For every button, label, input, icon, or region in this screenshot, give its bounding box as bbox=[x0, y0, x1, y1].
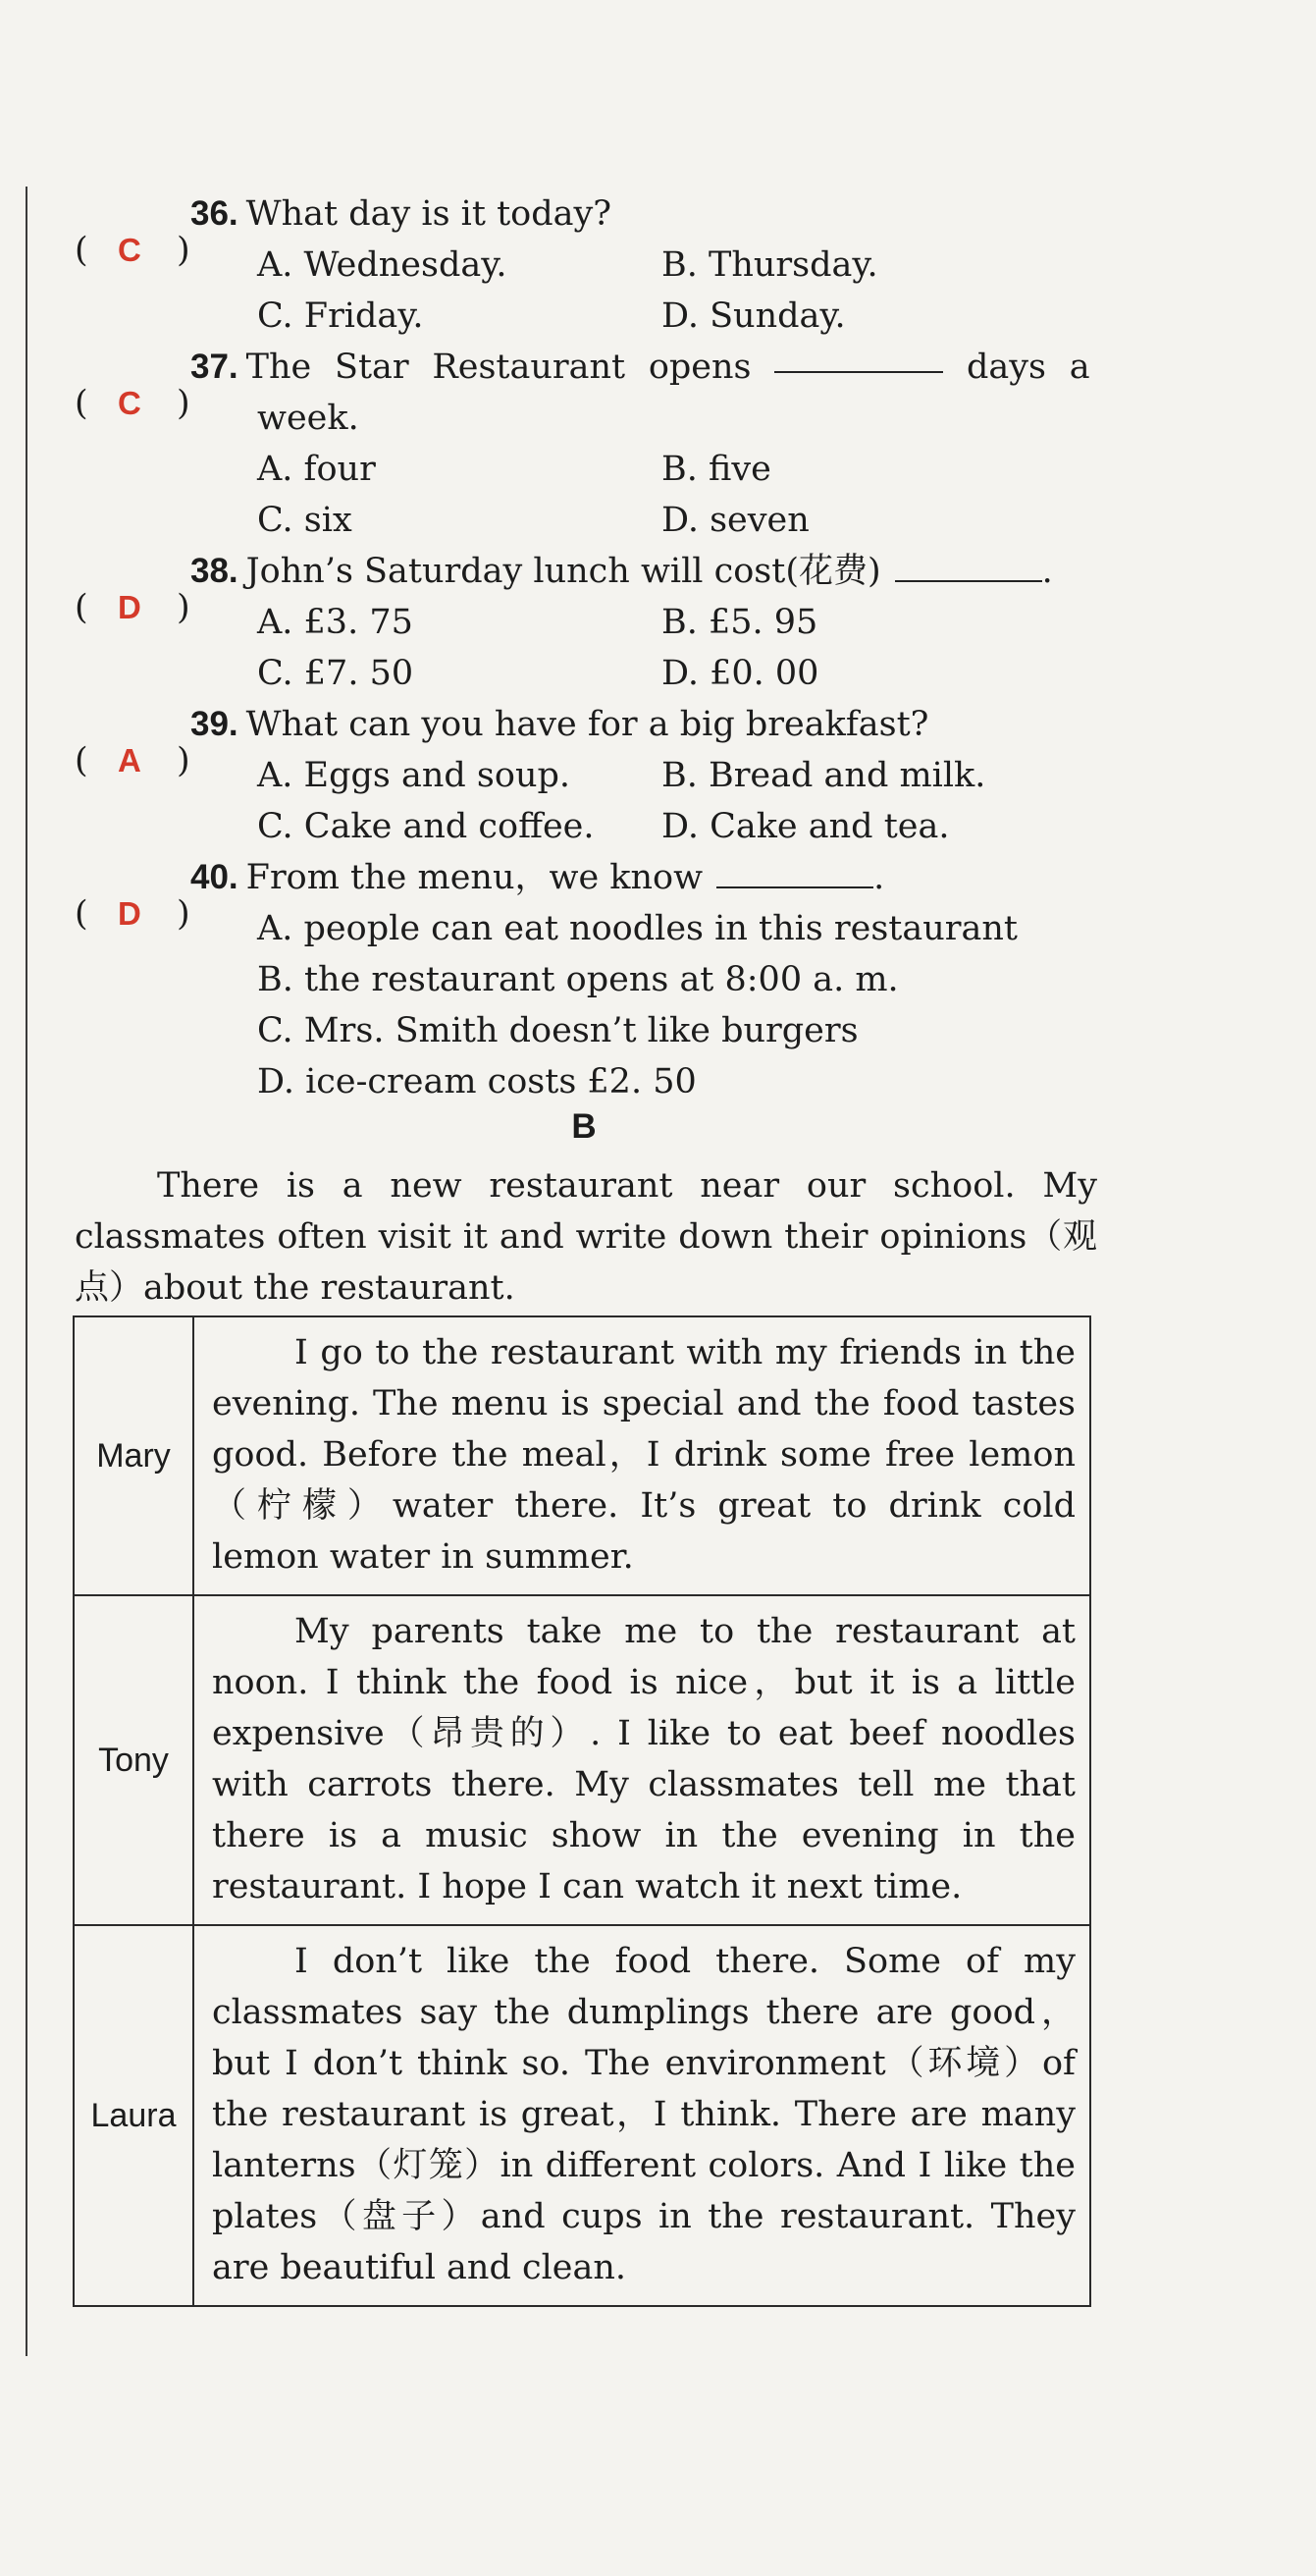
option-b: B. the restaurant opens at 8:00 a. m. bbox=[257, 960, 899, 999]
margin-rule bbox=[26, 187, 27, 2356]
answer-mark: C bbox=[118, 232, 141, 268]
option-d: D. Sunday. bbox=[661, 296, 846, 336]
option-c: C. Friday. bbox=[257, 296, 424, 336]
opinion-text: I go to the restaurant with my friends in the evening. The menu is special and the food tastes good. Before the meal，I drink some free lemon（柠檬）water there. It’s great to drink cold lemon water in summer. bbox=[212, 1333, 1076, 1577]
opinion-name: Mary bbox=[74, 1316, 193, 1595]
answer-blank bbox=[716, 857, 873, 888]
section-intro: There is a new restaurant near our school. My classmates often visit it and write down their opinions（观点）about the restaurant. bbox=[75, 1166, 1097, 1308]
option-d: D. Cake and tea. bbox=[661, 807, 950, 846]
option-b: B. five bbox=[661, 450, 771, 489]
option-a: A. four bbox=[257, 450, 376, 489]
option-a: A. £3. 75 bbox=[257, 603, 413, 642]
question-number: 36. bbox=[190, 194, 238, 233]
question-text: What day is it today? bbox=[245, 194, 612, 234]
option-b: B. Thursday. bbox=[661, 245, 878, 285]
question-text-continued: week. bbox=[257, 399, 359, 438]
question-end: . bbox=[873, 858, 885, 897]
table-row bbox=[74, 1595, 1090, 1925]
opinion-text: I don’t like the food there. Some of my classmates say the dumplings there are good，but I don’t think so. The environment（环境）of the restaurant is great，I think. There are many lanterns（灯笼）in different colors. And I like the plates（盘子）and cups in the restaurant. They are beautiful and clean. bbox=[212, 1942, 1076, 2287]
option-c: C. £7. 50 bbox=[257, 654, 414, 693]
table-row bbox=[74, 1316, 1090, 1595]
option-b: B. Bread and milk. bbox=[661, 756, 986, 795]
question-text: From the menu，we know bbox=[245, 858, 704, 897]
question-text: The Star Restaurant opens days a bbox=[246, 342, 1090, 393]
answer-mark: D bbox=[118, 589, 141, 625]
options bbox=[257, 444, 1105, 546]
option-c: C. Cake and coffee. bbox=[257, 807, 595, 846]
question-number: 39. bbox=[190, 705, 238, 743]
question-text: What can you have for a big breakfast? bbox=[245, 705, 929, 744]
options bbox=[257, 240, 1105, 342]
opinions-table bbox=[73, 1315, 1091, 2307]
option-c: C. Mrs. Smith doesn’t like burgers bbox=[257, 1011, 859, 1050]
question-end: . bbox=[1041, 552, 1053, 591]
option-d: D. £0. 00 bbox=[661, 654, 819, 693]
opinion-text-cell bbox=[193, 1595, 1090, 1925]
question-37: ( C ) 37. The Star Restaurant opens days a week. A. four B. five C. six D. seven bbox=[75, 342, 1105, 546]
options bbox=[257, 750, 1105, 852]
option-a: A. Wednesday. bbox=[257, 245, 507, 285]
question-number: 38. bbox=[190, 552, 238, 590]
table-row bbox=[74, 1925, 1090, 2306]
option-a: A. people can eat noodles in this restaurant bbox=[257, 909, 1018, 948]
option-d: D. ice-cream costs £2. 50 bbox=[257, 1062, 697, 1101]
option-b: B. £5. 95 bbox=[661, 603, 818, 642]
question-38: ( D ) 38. John’s Saturday lunch will cost(花费) . A. £3. 75 B. £5. 95 C. £7. 50 D. £0. 00 bbox=[75, 546, 1105, 699]
opinion-text-cell bbox=[193, 1925, 1090, 2306]
section-heading: B bbox=[571, 1107, 597, 1146]
question-40: ( D ) 40. From the menu，we know . A. people can eat noodles in this restaurant B. the restaurant opens at 8:00 a. m. C. Mrs. Smith doesn’t like burgers D. ice-cream costs £2. 50 bbox=[75, 852, 1105, 1107]
option-a: A. Eggs and soup. bbox=[257, 756, 571, 795]
option-d: D. seven bbox=[661, 501, 810, 540]
question-36: ( C ) 36. What day is it today? A. Wednesday. B. Thursday. C. Friday. D. Sunday. bbox=[75, 188, 1105, 342]
answer-blank bbox=[774, 342, 943, 373]
answer-mark: D bbox=[118, 895, 141, 932]
question-number: 37. bbox=[190, 348, 238, 386]
options bbox=[257, 597, 1105, 699]
opinion-text: My parents take me to the restaurant at noon. I think the food is nice，but it is a little expensive（昂贵的）. I like to eat beef noodles with carrots there. My classmates tell me that there is a music show in the evening in the restaurant. I hope I can watch it next time. bbox=[212, 1612, 1076, 1906]
question-text: John’s Saturday lunch will cost(花费) bbox=[245, 552, 881, 591]
option-c: C. six bbox=[257, 501, 352, 540]
answer-mark: A bbox=[118, 742, 141, 778]
opinion-name: Tony bbox=[74, 1595, 193, 1925]
answer-blank bbox=[895, 551, 1042, 582]
opinion-text-cell bbox=[193, 1316, 1090, 1595]
question-39: ( A ) 39. What can you have for a big breakfast? A. Eggs and soup. B. Bread and milk. C. Cake and coffee. D. Cake and tea. bbox=[75, 699, 1105, 852]
answer-mark: C bbox=[118, 385, 141, 421]
question-number: 40. bbox=[190, 858, 238, 896]
opinion-name: Laura bbox=[74, 1925, 193, 2306]
